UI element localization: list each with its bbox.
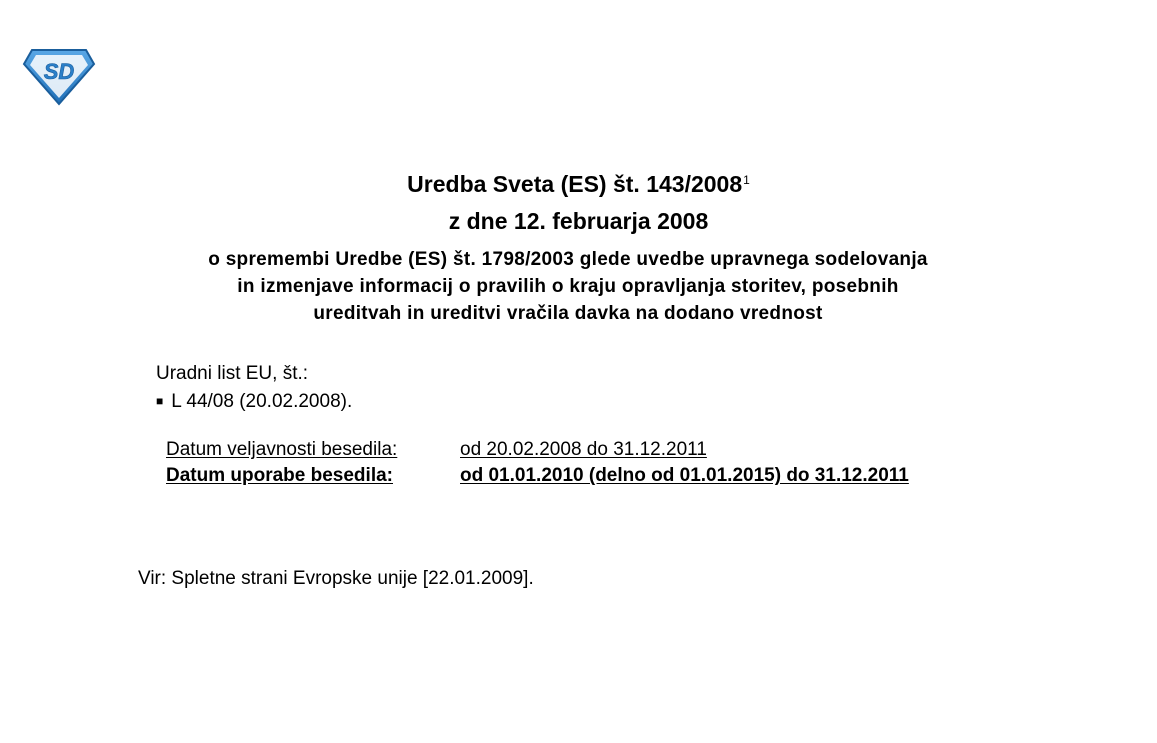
application-label: Datum uporabe besedila: [166,465,393,486]
official-journal-label: Uradni list EU, št.: [156,363,309,384]
validity-value: od 20.02.2008 do 31.12.2011 [460,439,707,460]
sd-logo [22,48,96,106]
validity-label: Datum veljavnosti besedila: [166,439,398,460]
subtitle-line: in izmenjave informacij o pravilih o kraju opravljanja storitev, posebnih [237,276,899,297]
document-subtitle [130,246,1006,327]
title-text: Uredba Sveta (ES) št. 143/2008 [407,171,743,197]
official-journal-reference: L 44/08 (20.02.2008). [171,391,353,412]
application-value: od 01.01.2010 (delno od 01.01.2015) do 31.12.2011 [460,465,909,486]
logo-text: SD [43,59,75,84]
footnote-mark: 1 [743,173,750,187]
official-journal-item [156,388,352,415]
subtitle-line: ureditvah in ureditvi vračila davka na dodano vrednost [313,303,823,324]
document-date: z dne 12. februarja 2008 [448,208,709,234]
document-title [0,170,1157,198]
subtitle-line: o spremembi Uredbe (ES) št. 1798/2003 glede uvedbe upravnega sodelovanja [208,249,928,270]
bullet-icon: ■ [156,394,164,408]
source-note: Vir: Spletne strani Evropske unije [22.01.2009]. [138,568,534,589]
